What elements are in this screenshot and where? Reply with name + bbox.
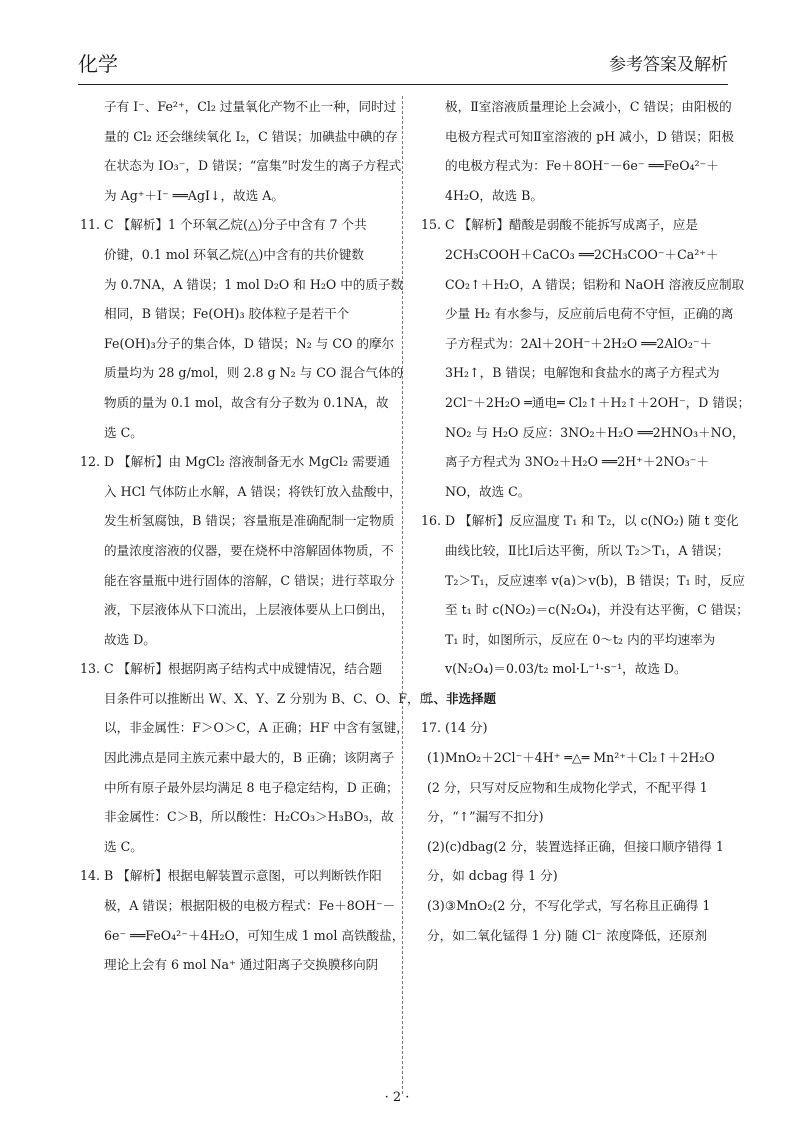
subject-title: 化学: [78, 52, 118, 76]
text-line: NO₂ 与 H₂O 反应：3NO₂＋H₂O ══2HNO₃＋NO，: [445, 424, 745, 440]
text-line: 12. D 【解析】由 MgCl₂ 溶液制备无水 MgCl₂ 需要通: [80, 454, 390, 470]
text-line: 价键，0.1 mol 环氧乙烷(△)中含有的共价键数: [104, 246, 365, 262]
text-line: 17. (14 分): [421, 720, 488, 736]
text-line: 以，非金属性：F＞O＞C，A 正确；HF 中含有氢键，: [104, 720, 409, 736]
text-line: 故选 D。: [104, 631, 156, 647]
text-line: 至 t₁ 时 c(NO₂)＝c(N₂O₄)，并没有达平衡，C 错误；: [445, 602, 749, 618]
text-line: 理论上会有 6 mol Na⁺ 通过阳离子交换膜移向阴: [104, 957, 379, 973]
text-line: 物质的量为 0.1 mol，故含有分子数为 0.1NA，故: [104, 394, 389, 410]
text-line: 极，Ⅱ室溶液质量理论上会减小，C 错误；由阳极的: [445, 99, 732, 114]
text-line: (2)(c)dbag(2 分，装置选择正确，但接口顺序错得 1: [427, 838, 724, 854]
text-line: NO，故选 C。: [445, 483, 531, 499]
text-line: v(N₂O₄)＝0.03/t₂ mol·L⁻¹·s⁻¹，故选 D。: [445, 661, 687, 677]
text-line: 的电极方程式为：Fe＋8OH⁻－6e⁻ ══FeO₄²⁻＋: [445, 158, 719, 174]
text-line: 2CH₃COOH＋CaCO₃ ══2CH₃COO⁻＋Ca²⁺＋: [445, 246, 719, 262]
page-header: [78, 44, 728, 85]
text-line: 发生析氢腐蚀，B 错误；容量瓶是准确配制一定物质: [104, 513, 395, 529]
text-line: T₁ 时，如图所示，反应在 0～t₂ 内的平均速率为: [445, 631, 716, 647]
text-line: 少量 H₂ 有水参与，反应前后电荷不守恒，正确的离: [445, 306, 734, 322]
text-line: T₂＞T₁，反应速率 v(a)＞v(b)，B 错误；T₁ 时，反应: [445, 572, 745, 588]
text-line: 质量均为 28 g/mol，则 2.8 g N₂ 与 CO 混合气体的: [104, 365, 404, 381]
text-line: 选 C。: [104, 838, 143, 854]
text-line: 3H₂↑，B 错误；电解饱和食盐水的离子方程式为: [445, 365, 720, 381]
text-line: 液，下层液体从下口流出，上层液体要从上口倒出，: [104, 602, 394, 618]
text-line: 为 Ag⁺＋I⁻ ══AgI↓，故选 A。: [104, 187, 284, 203]
text-line: Fe(OH)₃分子的集合体，D 错误；N₂ 与 CO 的摩尔: [104, 335, 395, 351]
text-line: 子方程式为：2Al＋2OH⁻＋2H₂O ══2AlO₂⁻＋: [445, 335, 713, 351]
text-line: 非金属性：C＞B，所以酸性：H₂CO₃＞H₃BO₃，故: [104, 809, 394, 825]
text-line: 分，如 dcbag 得 1 分): [427, 868, 558, 884]
text-line: 13. C 【解析】根据阴离子结构式中成键情况，结合题: [80, 661, 383, 677]
text-line: 14. B 【解析】根据电解装置示意图，可以判断铁作阳: [80, 868, 382, 884]
text-line: 量的 Cl₂ 还会继续氧化 I₂，C 错误；加碘盐中碘的存: [104, 128, 398, 144]
text-line: 能在容量瓶中进行固体的溶解，C 错误；进行萃取分: [104, 572, 395, 588]
text-line: CO₂↑＋H₂O，A 错误；铝粉和 NaOH 溶液反应制取: [445, 276, 745, 292]
text-line: 16. D 【解析】反应温度 T₁ 和 T₂，以 c(NO₂) 随 t 变化: [421, 513, 739, 529]
text-line: 子有 I⁻、Fe²⁺，Cl₂ 过量氧化产物不止一种，同时过: [104, 99, 397, 114]
text-line: (1)MnO₂＋2Cl⁻＋4H⁺ ═△═ Mn²⁺＋Cl₂↑＋2H₂O: [427, 750, 715, 766]
right-column: [421, 92, 751, 950]
text-line: (3)③MnO₂(2 分，不写化学式，写名称且正确得 1: [427, 898, 711, 914]
text-line: 二、非选择题: [421, 690, 497, 706]
text-line: 6e⁻ ══FeO₄²⁻＋4H₂O，可知生成 1 mol 高铁酸盐，: [104, 927, 405, 943]
text-line: 目条件可以推断出 W、X、Y、Z 分别为 B、C、O、F，所: [104, 690, 433, 706]
doc-title: 参考答案及解析: [609, 55, 728, 75]
text-line: 2Cl⁻＋2H₂O ═通电═ Cl₂↑＋H₂↑＋2OH⁻，D 错误；: [445, 394, 751, 410]
text-line: 分，“↑”漏写不扣分): [427, 809, 544, 825]
text-line: 11. C 【解析】1 个环氧乙烷(△)分子中含有 7 个共: [80, 217, 367, 233]
text-line: (2 分，只写对反应物和生成物化学式，不配平得 1: [427, 779, 708, 795]
text-line: 在状态为 IO₃⁻，D 错误；“富集”时发生的离子方程式: [104, 158, 402, 174]
text-line: 15. C 【解析】醋酸是弱酸不能拆写成离子，应是: [421, 217, 698, 233]
text-line: 电极方程式可知Ⅱ室溶液的 pH 减小，D 错误；阳极: [445, 128, 734, 144]
text-line: 中所有原子最外层均满足 8 电子稳定结构，D 正确；: [104, 779, 399, 795]
text-line: 4H₂O，故选 B。: [445, 187, 544, 203]
text-line: 选 C。: [104, 424, 143, 440]
left-column: [80, 92, 433, 980]
text-line: 因此沸点是同主族元素中最大的，B 正确；该阴离子: [104, 750, 395, 766]
text-line: 离子方程式为 3NO₂＋H₂O ══2H⁺＋2NO₃⁻＋: [445, 454, 709, 470]
page-number: · 2 ·: [384, 1090, 410, 1105]
text-line: 曲线比较，Ⅱ比Ⅰ后达平衡，所以 T₂＞T₁，A 错误；: [445, 542, 730, 558]
text-line: 相同，B 错误；Fe(OH)₃ 胶体粒子是若干个: [104, 306, 350, 322]
text-line: 的量浓度溶液的仪器，要在烧杯中溶解固体物质，不: [104, 542, 394, 558]
text-line: 极，A 错误；根据阳极的电极方程式：Fe＋8OH⁻－: [104, 898, 396, 914]
text-line: 入 HCl 气体防止水解，A 错误；将铁钉放入盐酸中，: [104, 483, 402, 499]
text-line: 分，如二氧化锰得 1 分) 随 Cl⁻ 浓度降低，还原剂: [427, 927, 707, 943]
text-line: 为 0.7NA，A 错误；1 mol D₂O 和 H₂O 中的质子数: [104, 276, 404, 292]
